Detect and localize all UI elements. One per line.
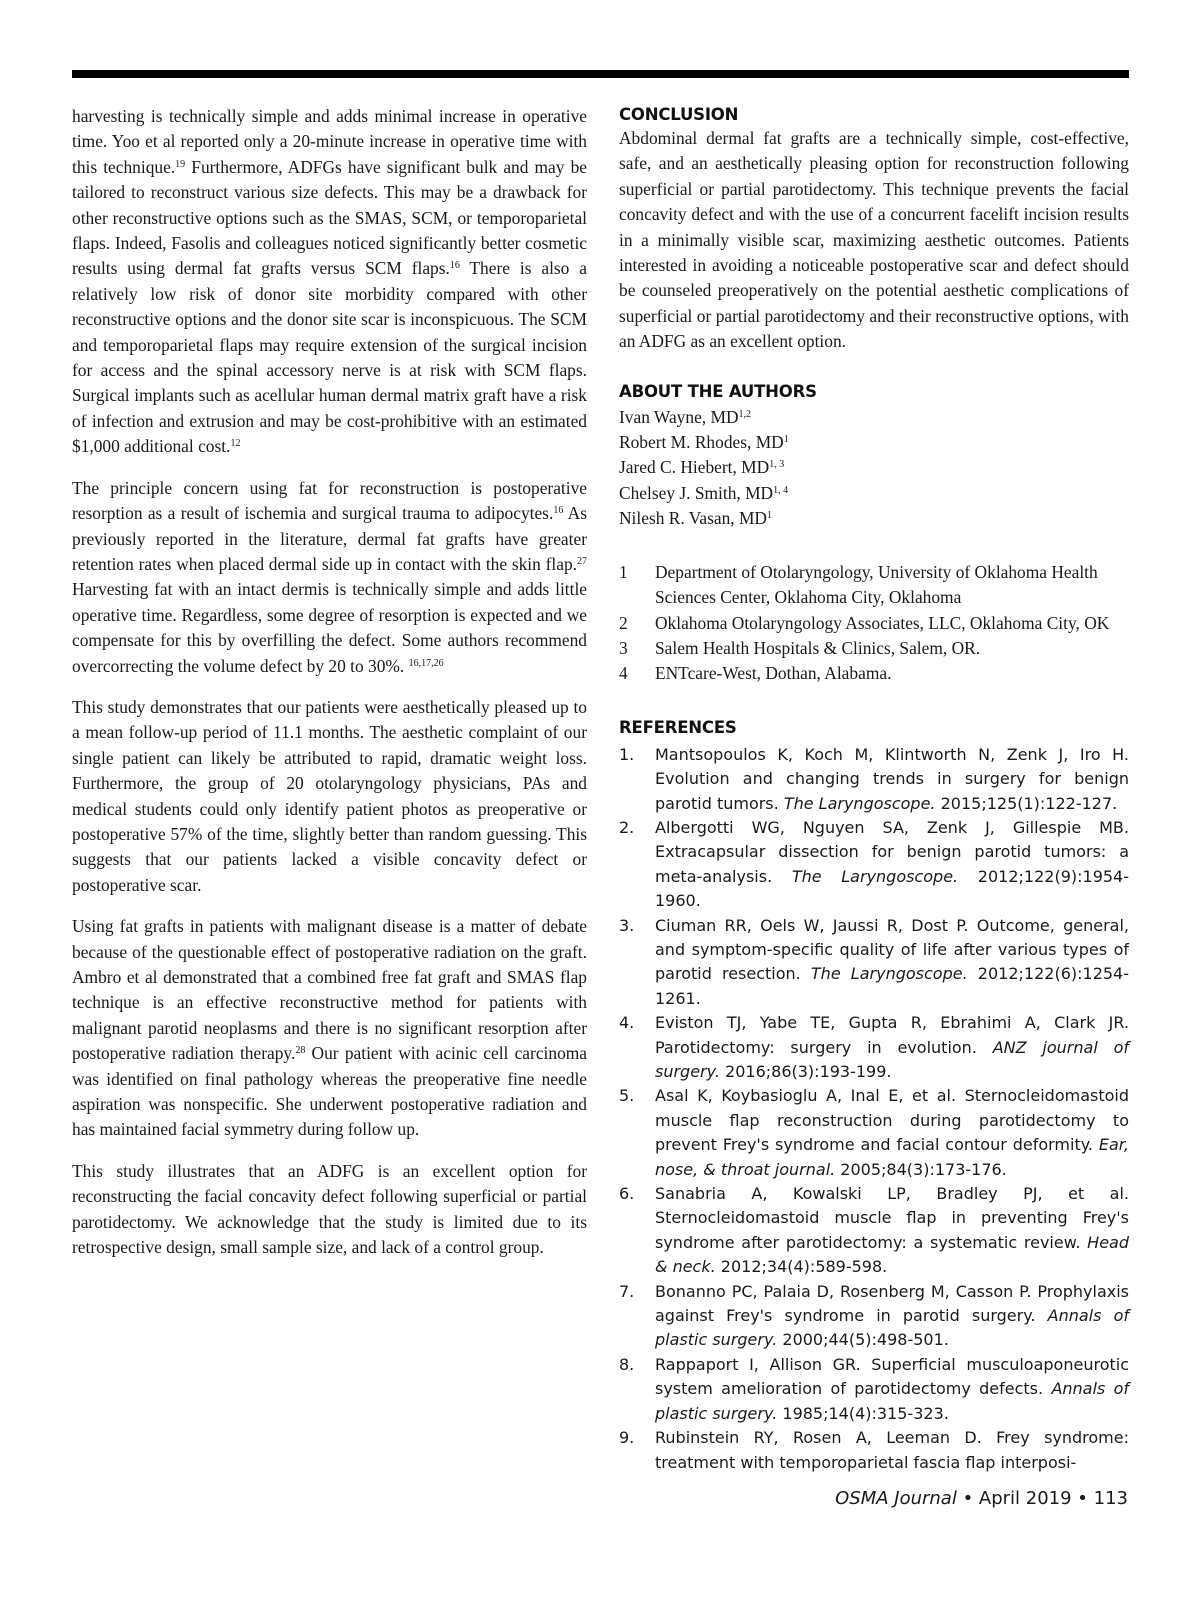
affiliation-item: 3 Salem Health Hospitals & Clinics, Salem, OR. (619, 637, 981, 658)
affiliation-list (619, 560, 1129, 687)
reference-item: 6. Sanabria A, Kowalski LP, Bradley PJ, et al. Sternocleidomastoid muscle flap in preventing Frey's syndrome after parotidectomy: a systematic review. Head & neck. 2012;34(4):589-598. (619, 1184, 1129, 1277)
footer-date: April 2019 (978, 1488, 1072, 1509)
reference-item: 8. Rappaport I, Allison GR. Superficial musculoaponeurotic system amelioration of parotidectomy defects. Annals of plastic surgery. 1985;14(4):315-323. (619, 1354, 1129, 1423)
page-number: 113 (1093, 1488, 1128, 1509)
reference-item: 9. Rubinstein RY, Rosen A, Leeman D. Frey syndrome: treatment with temporoparietal fascia flap interposi- (619, 1428, 1129, 1472)
conclusion-text: Abdominal dermal fat grafts are a technically simple, cost-effective, safe, and an aesthetically pleasing option for reconstruction following superficial or partial parotidectomy. This technique prevents the facial concavity defect and with the use of a concurrent facelift incision results in a minimally visible scar, maximizing aesthetic outcomes. Patients interested in avoiding a noticeable postoperative scar and defect should be counseled preoperatively on the potential aesthetic complications of superficial or partial parotidectomy and their reconstructive options, with an ADFG as an excellent option. (619, 128, 1129, 352)
references-heading: REFERENCES (619, 717, 737, 737)
reference-item: 5. Asal K, Koybasioglu A, Inal E, et al. Sternocleidomastoid muscle flap reconstruction during parotidectomy to prevent Frey's syndrome and facial contour deformity. Ear, nose, & throat journal. 2005;84(3):173-176. (619, 1086, 1129, 1179)
right-column (619, 104, 1129, 1475)
reference-item: 7. Bonanno PC, Palaia D, Rosenberg M, Casson P. Prophylaxis against Frey's syndrome in parotid surgery. Annals of plastic surgery. 2000;44(5):498-501. (619, 1281, 1129, 1350)
page-footer: OSMA Journal • April 2019 • 113 (835, 1488, 1128, 1509)
affiliation-item: 2 Oklahoma Otolaryngology Associates, LLC, Oklahoma City, OK (619, 612, 1110, 633)
affiliation-item: 4 ENTcare-West, Dothan, Alabama. (619, 663, 892, 684)
reference-item: 4. Eviston TJ, Yabe TE, Gupta R, Ebrahimi A, Clark JR. Parotidectomy: surgery in evolution. ANZ journal of surgery. 2016;86(3):193-199. (619, 1013, 1129, 1081)
top-rule (72, 70, 1129, 78)
reference-list (619, 743, 1129, 1475)
reference-item: 1. Mantsopoulos K, Koch M, Klintworth N, Zenk J, Iro H. Evolution and changing trends in surgery for benign parotid tumors. The Laryngoscope. 2015;125(1):122-127. (619, 744, 1129, 813)
reference-item: 3. Ciuman RR, Oels W, Jaussi R, Dost P. Outcome, general, and symptom-specific quality of life after various types of parotid resection. The Laryngoscope. 2012;122(6):1254-1261. (619, 915, 1130, 1008)
author-list (619, 405, 1129, 532)
author-item: Robert M. Rhodes, $MD^1$ (619, 432, 789, 453)
affiliation-item: 1 Department of Otolaryngology, University of Oklahoma Health Sciences Center, Oklahoma City, Oklahoma (619, 561, 1098, 608)
paragraph-study-illustrates: This study illustrates that an ADFG is an excellent option for reconstructing the facial concavity defect following superficial or partial parotidectomy. We acknowledge that the study is limited due to its retrospective design, small sample size, and lack of a control group. (72, 1160, 587, 1258)
footer-journal: OSMA Journal (835, 1488, 957, 1509)
author-item: Ivan Wayne, MD$^{1,2}$ (619, 406, 752, 427)
paragraph-study-demonstrates: This study demonstrates that our patients were aesthetically pleased up to a mean follow-up period of 11.1 months. The aesthetic complaint of our single patient can likely be attributed to rapid, dramatic weight loss. Furthermore, the group of 20 otolaryngology physicians, PAs and medical students could only identify patient photos as preoperative or postoperative 57% of the time, slightly better than random guessing. This suggests that our patients lacked a visible concavity defect or postoperative scar. (72, 696, 587, 895)
paragraph-malignant-disease: Using fat grafts in patients with malignant disease is a matter of debate because of the questionable effect of postoperative radiation on the graft. Ambro et al demonstrated that a combined free fat graft and SMAS flap technique is an effective reconstructive method for patients with malignant parotid neoplasms and there is no significant resorption after postoperative radiation therapy.$^{28}$ Our patient with acinic cell carcinoma was identified on final pathology whereas the preoperative fine needle aspiration was nonspecific. She underwent postoperative radiation and has maintained facial symmetry during follow up. (72, 916, 588, 1140)
paragraph-harvesting: harvesting is technically simple and adds minimal increase in operative time. Yoo et al reported only a 20-minute increase in operative time with this technique.$^{19}$ Furthermore, ADFGs have significant bulk and may be tailored to reconstruct various size defects. This may be a drawback for other reconstructive options such as the SMAS, SCM, or temporoparietal flaps. Indeed, Fasolis and colleagues noticed significantly better cosmetic results using dermal fat grafts versus SCM flaps.$^{16}$ There is also a relatively low risk of donor site morbidity compared with other reconstructive options and the donor site scar is inconspicuous. The SCM and temporoparietal flaps may require extension of the surgical incision for access and the spinal accessory nerve is at risk with SCM flaps. Surgical implants such as acellular human dermal matrix graft have a risk of infection and extrusion and may be cost-prohibitive with an estimated $1,000 additional cost.$^{12}$ (72, 106, 587, 457)
conclusion-heading: CONCLUSION (619, 105, 739, 124)
about-authors-heading: ABOUT THE AUTHORS (619, 381, 817, 401)
author-item: Chelsey J. Smith, MD$^{1, 4}$ (619, 482, 789, 503)
paragraph-resorption: The principle concern using fat for reconstruction is postoperative resorption as a result of ischemia and surgical trauma to adipocytes.$^{16}$ As previously reported in the literature, dermal fat grafts have greater retention rates when placed dermal side up in contact with the skin flap.$^{27}$ Harvesting fat with an intact dermis is technically simple and adds little operative time. Regardless, some degree of resorption is expected and we compensate for this by overfilling the defect. Some authors recommend overcorrecting the volume defect by 20 to 30%. $^{16,17,26}$ (72, 477, 588, 676)
reference-item: 2. Albergotti WG, Nguyen SA, Zenk J, Gillespie MB. Extracapsular dissection for benign parotid tumors: a meta-analysis. The Laryngoscope. 2012;122(9):1954-1960. (619, 817, 1129, 911)
left-column (72, 104, 587, 1276)
author-item: Jared C. Hiebert, MD$^{1, 3}$ (619, 457, 785, 478)
author-item: Nilesh R. Vasan, $MD^1$ (619, 508, 772, 529)
